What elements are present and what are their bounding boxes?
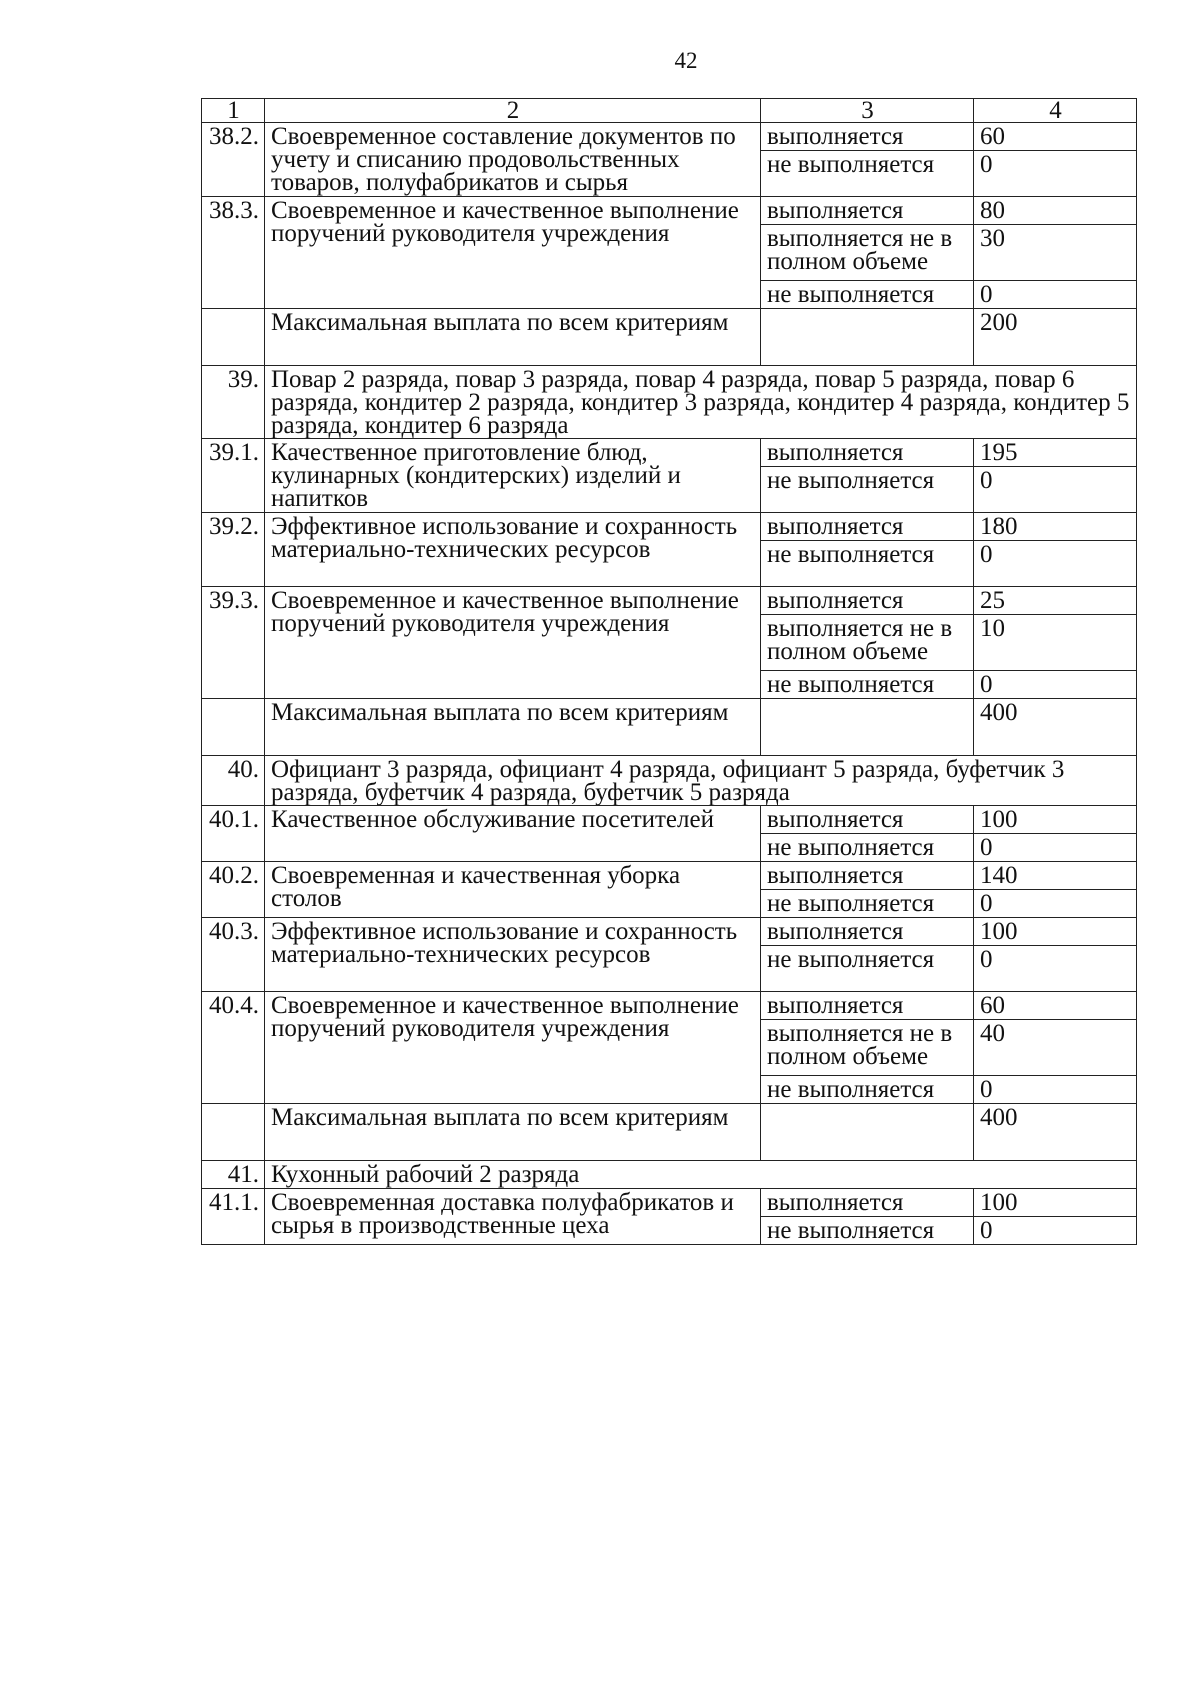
empty-cell [761, 1104, 974, 1161]
points-cell: 0 [974, 151, 1137, 197]
status-cell: не выполняется [761, 281, 974, 309]
max-payment-label: Максимальная выплата по всем критериям [265, 1104, 761, 1161]
table-row [202, 862, 1137, 890]
status-cell: выполняется [761, 862, 974, 890]
empty-cell [761, 699, 974, 756]
points-cell: 60 [974, 992, 1137, 1020]
item-number: 39.3. [202, 587, 265, 699]
max-payment-row [202, 699, 1137, 756]
points-cell: 100 [974, 1189, 1137, 1217]
max-payment-value: 400 [974, 699, 1137, 756]
position-title: Официант 3 разряда, официант 4 разряда, официант 5 разряда, буфетчик 3 разряда, буфетчик 4 разряда, буфетчик 5 разряда [265, 756, 1137, 806]
criterion-text: Эффективное использование и сохранность материально-технических ресурсов [265, 918, 761, 992]
position-row [202, 366, 1137, 439]
criterion-text: Своевременное и качественное выполнение поручений руководителя учреждения [265, 197, 761, 309]
max-payment-row [202, 309, 1137, 366]
status-cell: выполняется [761, 806, 974, 834]
position-row [202, 756, 1137, 806]
criterion-text: Качественное обслуживание посетителей [265, 806, 761, 862]
item-number: 41.1. [202, 1189, 265, 1245]
header-cell: 2 [265, 99, 761, 123]
max-payment-row [202, 1104, 1137, 1161]
points-cell: 80 [974, 197, 1137, 225]
points-cell: 25 [974, 587, 1137, 615]
status-cell: выполняется [761, 513, 974, 541]
points-cell: 0 [974, 281, 1137, 309]
item-number: 41. [202, 1161, 265, 1189]
item-number: 39. [202, 366, 265, 439]
points-cell: 60 [974, 123, 1137, 151]
points-cell: 100 [974, 918, 1137, 946]
item-number: 39.1. [202, 439, 265, 513]
points-cell: 0 [974, 1076, 1137, 1104]
status-cell: выполняется [761, 197, 974, 225]
status-cell: выполняется [761, 439, 974, 467]
item-number: 38.2. [202, 123, 265, 197]
empty-cell [202, 699, 265, 756]
status-cell: не выполняется [761, 467, 974, 513]
status-cell: не выполняется [761, 671, 974, 699]
status-cell: выполняется не в полном объеме [761, 1020, 974, 1076]
table-header-row [202, 99, 1137, 123]
points-cell: 0 [974, 834, 1137, 862]
status-cell: не выполняется [761, 890, 974, 918]
table-row [202, 513, 1137, 541]
table-row [202, 123, 1137, 151]
item-number: 40.2. [202, 862, 265, 918]
status-cell: выполняется [761, 918, 974, 946]
empty-cell [202, 1104, 265, 1161]
item-number: 38.3. [202, 197, 265, 309]
position-title: Повар 2 разряда, повар 3 разряда, повар 4 разряда, повар 5 разряда, повар 6 разряда, кондитер 2 разряда, кондитер 3 разряда, кондитер 4 разряда, кондитер 5 разряда, кондитер 6 разряда [265, 366, 1137, 439]
table-row [202, 439, 1137, 467]
item-number: 40. [202, 756, 265, 806]
status-cell: выполняется не в полном объеме [761, 225, 974, 281]
table-row [202, 197, 1137, 225]
status-cell: выполняется [761, 1189, 974, 1217]
points-cell: 0 [974, 671, 1137, 699]
criteria-table [201, 98, 1137, 1245]
status-cell: выполняется [761, 587, 974, 615]
points-cell: 10 [974, 615, 1137, 671]
status-cell: выполняется [761, 992, 974, 1020]
item-number: 40.1. [202, 806, 265, 862]
status-cell: не выполняется [761, 946, 974, 992]
status-cell: не выполняется [761, 541, 974, 587]
empty-cell [761, 309, 974, 366]
criterion-text: Своевременная доставка полуфабрикатов и сырья в производственные цеха [265, 1189, 761, 1245]
position-title: Кухонный рабочий 2 разряда [265, 1161, 1137, 1189]
points-cell: 30 [974, 225, 1137, 281]
table-row [202, 1189, 1137, 1217]
points-cell: 140 [974, 862, 1137, 890]
points-cell: 40 [974, 1020, 1137, 1076]
status-cell: не выполняется [761, 834, 974, 862]
points-cell: 0 [974, 467, 1137, 513]
page-number: 42 [674, 48, 698, 73]
header-cell: 4 [974, 99, 1137, 123]
max-payment-label: Максимальная выплата по всем критериям [265, 699, 761, 756]
status-cell: выполняется [761, 123, 974, 151]
status-cell: выполняется не в полном объеме [761, 615, 974, 671]
status-cell: не выполняется [761, 1076, 974, 1104]
points-cell: 100 [974, 806, 1137, 834]
points-cell: 0 [974, 541, 1137, 587]
max-payment-label: Максимальная выплата по всем критериям [265, 309, 761, 366]
criterion-text: Своевременное и качественное выполнение поручений руководителя учреждения [265, 587, 761, 699]
empty-cell [202, 309, 265, 366]
status-cell: не выполняется [761, 151, 974, 197]
criterion-text: Своевременная и качественная уборка столов [265, 862, 761, 918]
points-cell: 0 [974, 946, 1137, 992]
item-number: 39.2. [202, 513, 265, 587]
status-cell: не выполняется [761, 1217, 974, 1245]
header-cell: 3 [761, 99, 974, 123]
criterion-text: Своевременное и качественное выполнение поручений руководителя учреждения [265, 992, 761, 1104]
criterion-text: Качественное приготовление блюд, кулинарных (кондитерских) изделий и напитков [265, 439, 761, 513]
position-row [202, 1161, 1137, 1189]
criterion-text: Эффективное использование и сохранность материально-технических ресурсов [265, 513, 761, 587]
criterion-text: Своевременное составление документов по учету и списанию продовольственных товаров, полуфабрикатов и сырья [265, 123, 761, 197]
table-row [202, 806, 1137, 834]
table-row [202, 587, 1137, 615]
points-cell: 0 [974, 890, 1137, 918]
points-cell: 195 [974, 439, 1137, 467]
max-payment-value: 200 [974, 309, 1137, 366]
points-cell: 180 [974, 513, 1137, 541]
table-row [202, 992, 1137, 1020]
max-payment-value: 400 [974, 1104, 1137, 1161]
item-number: 40.3. [202, 918, 265, 992]
table-row [202, 918, 1137, 946]
points-cell: 0 [974, 1217, 1137, 1245]
item-number: 40.4. [202, 992, 265, 1104]
header-cell: 1 [202, 99, 265, 123]
